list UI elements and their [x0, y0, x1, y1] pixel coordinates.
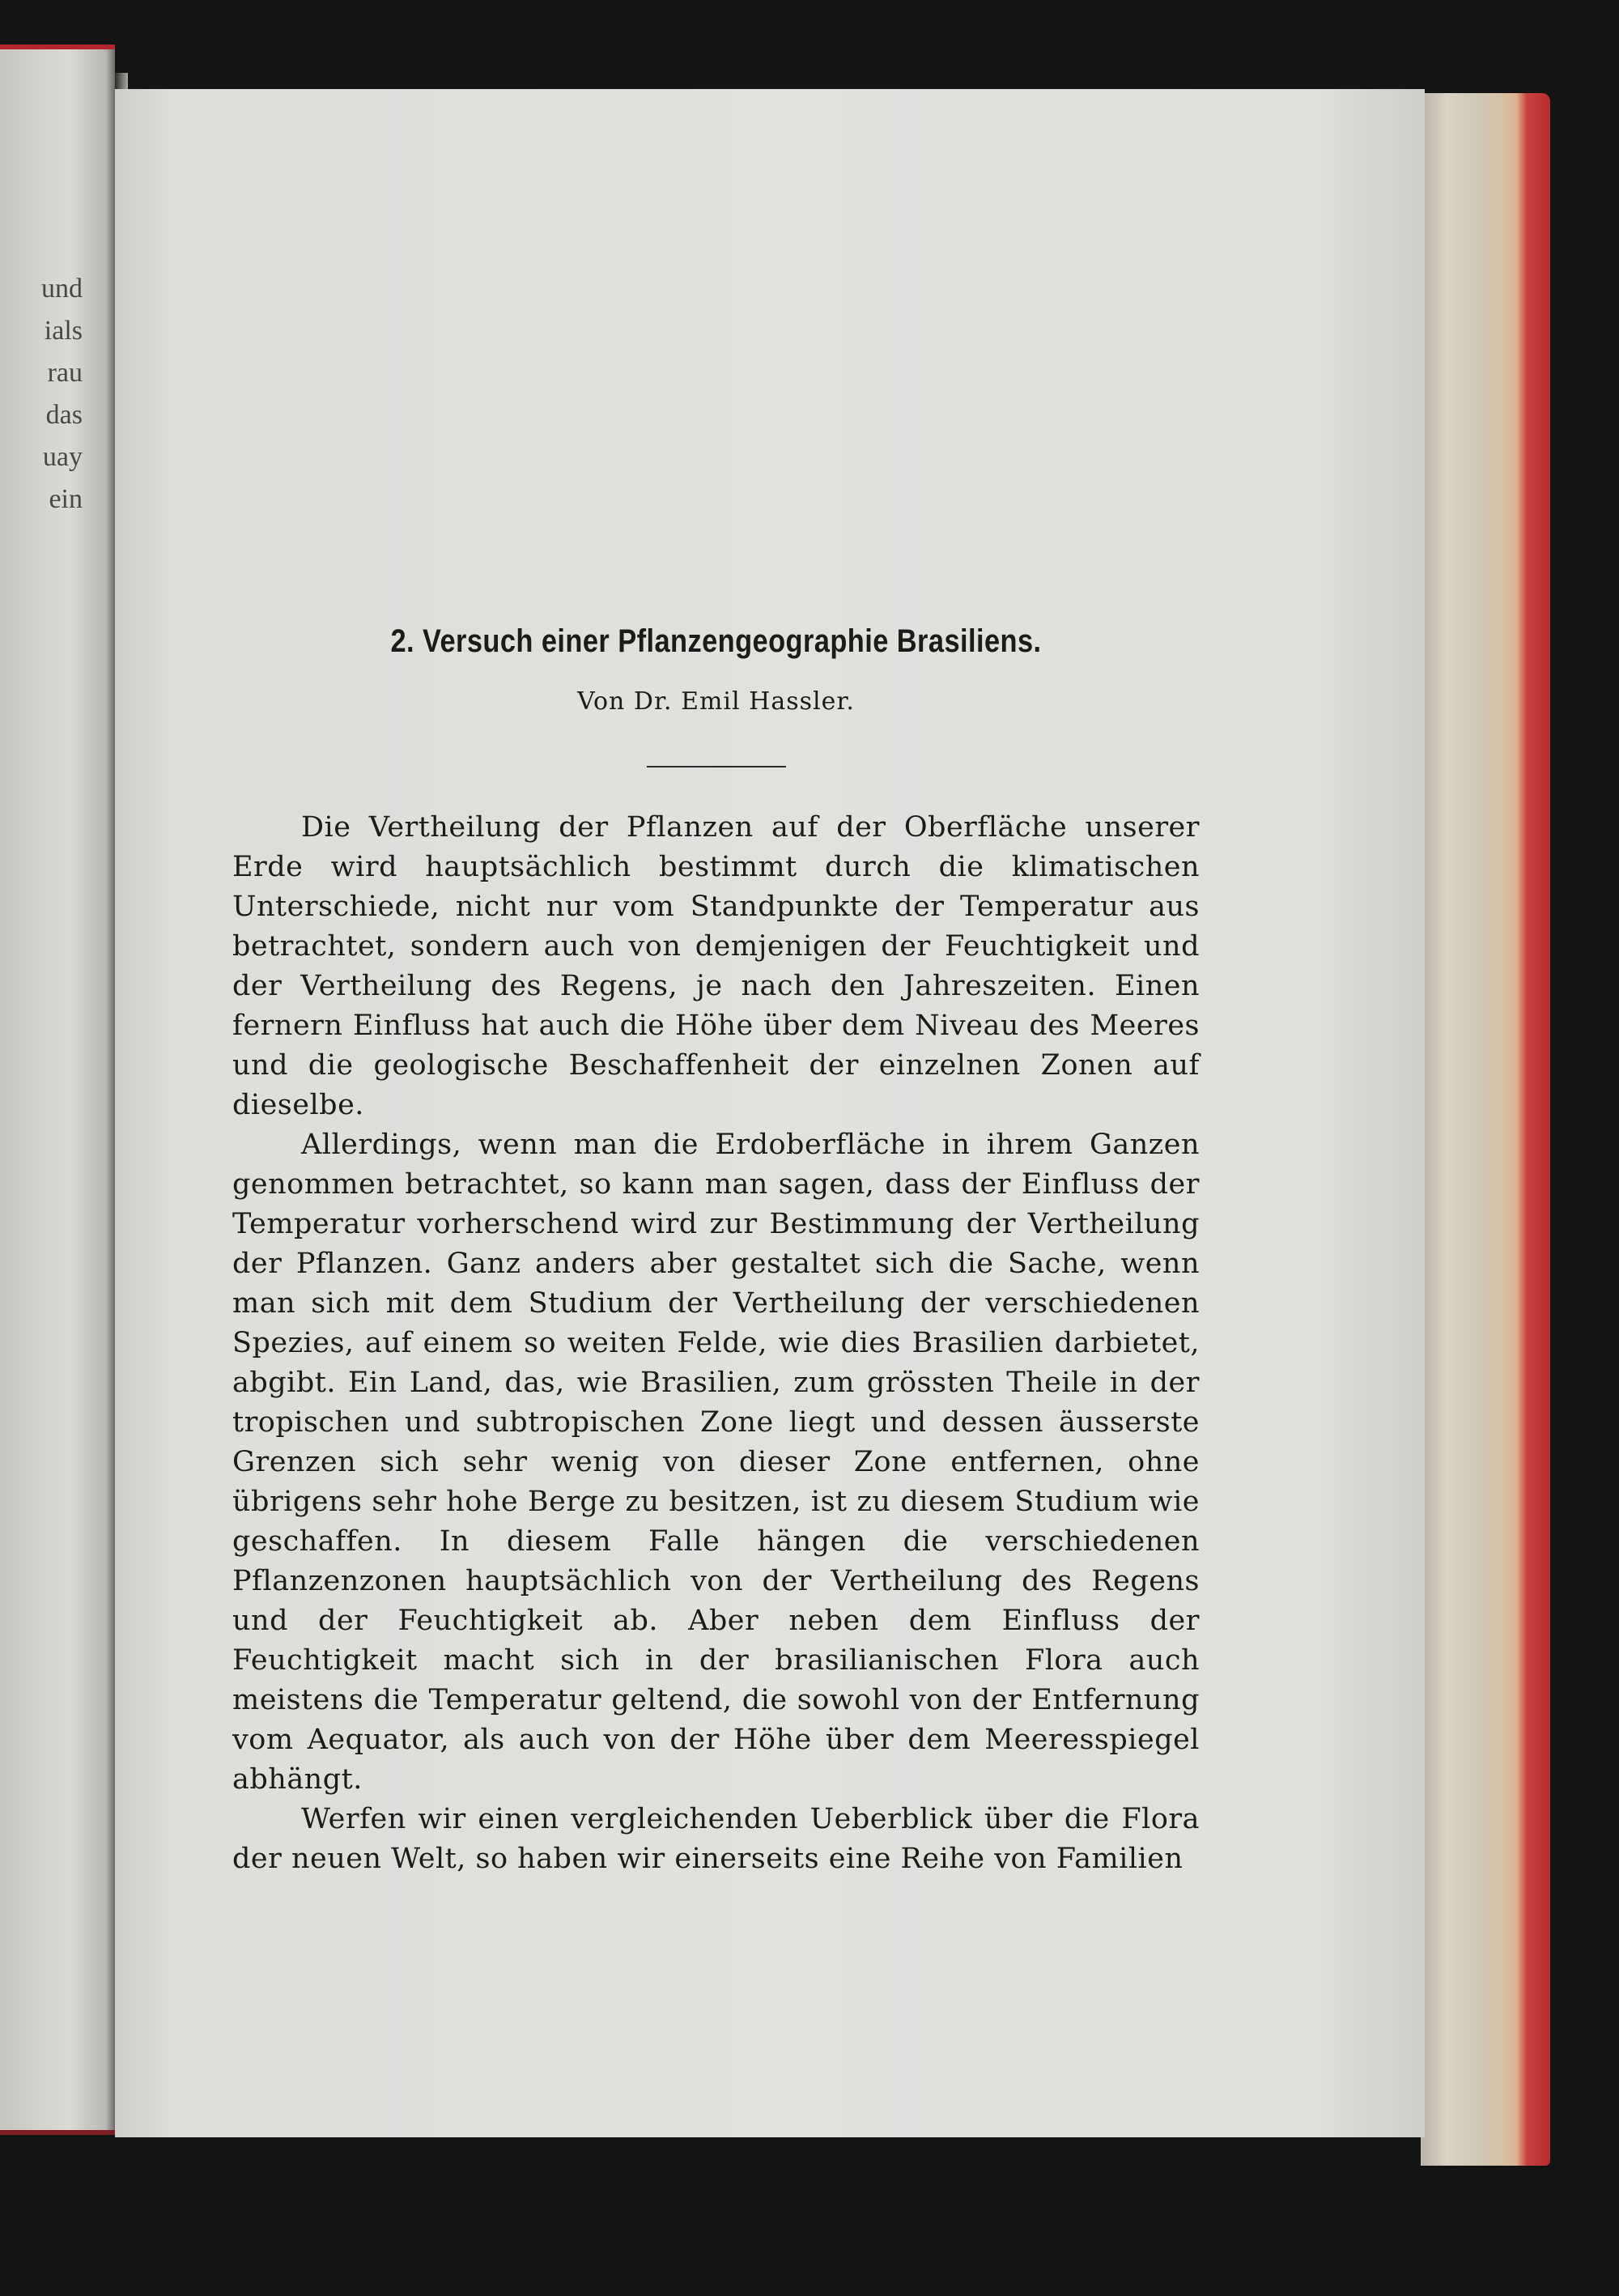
- article-byline: Von Dr. Emil Hassler.: [577, 687, 855, 716]
- article: [232, 623, 1200, 1879]
- paragraph: Allerdings, wenn man die Erdoberfläche in ihrem Ganzen genommen betrachtet, so kann man sagen, dass der Einfluss der Temperatur vorherschend wird zur Bestimmung der Vertheilung der Pflanzen. Ganz anders aber gestaltet sich die Sache, wenn man sich mit dem Studium der Vertheilung der verschiedenen Spezies, auf einem so weiten Felde, wie dies Brasilien darbietet, abgibt. Ein Land, das, wie Brasilien, zum grössten Theile in der tropischen und subtropischen Zone liegt und dessen äusserste Grenzen sich sehr wenig von dieser Zone entfernen, ohne übrigens sehr hohe Berge zu besitzen, ist zu diesem Studium wie geschaffen. In diesem Falle hängen die verschiedenen Pflanzenzonen hauptsächlich von der Vertheilung des Regens und der Feuchtigkeit ab. Aber neben dem Einfluss der Feuchtigkeit macht sich in der brasilianischen Flora auch meistens die Temperatur geltend, die sowohl von der Entfernung vom Aequator, als auch von der Höhe über dem Meeresspiegel abhängt.: [232, 1129, 1200, 1796]
- left-fragment: ials: [44, 316, 83, 346]
- left-fragment: ein: [49, 484, 83, 514]
- paragraph: Werfen wir einen vergleichenden Ueberblick über die Flora der neuen Welt, so haben wir einerseits eine Reihe von Familien: [232, 1803, 1200, 1875]
- left-fragment: und: [41, 274, 83, 304]
- left-fragment: das: [45, 400, 83, 430]
- right-page: [115, 89, 1425, 2137]
- left-page: [0, 45, 115, 2135]
- paragraph: Die Vertheilung der Pflanzen auf der Oberfläche unserer Erde wird hauptsächlich bestimmt durch die klimatischen Unterschiede, nicht nur vom Standpunkte der Temperatur aus betrachtet, sondern auch von demjenigen der Feuchtigkeit und der Vertheilung des Regens, je nach den Jahreszeiten. Einen fernern Einfluss hat auch die Höhe über dem Niveau des Meeres und die geologische Beschaffenheit der einzelnen Zonen auf dieselbe.: [232, 811, 1200, 1121]
- title-rule-divider: [647, 766, 786, 767]
- left-page-text-fragments: [41, 268, 83, 521]
- left-fragment: uay: [42, 442, 83, 472]
- article-body: [232, 808, 1200, 1879]
- article-title: 2. Versuch einer Pflanzengeographie Brasiliens.: [390, 623, 1042, 659]
- book-page-edges-and-cover: [1421, 93, 1550, 2166]
- left-fragment: rau: [47, 358, 83, 388]
